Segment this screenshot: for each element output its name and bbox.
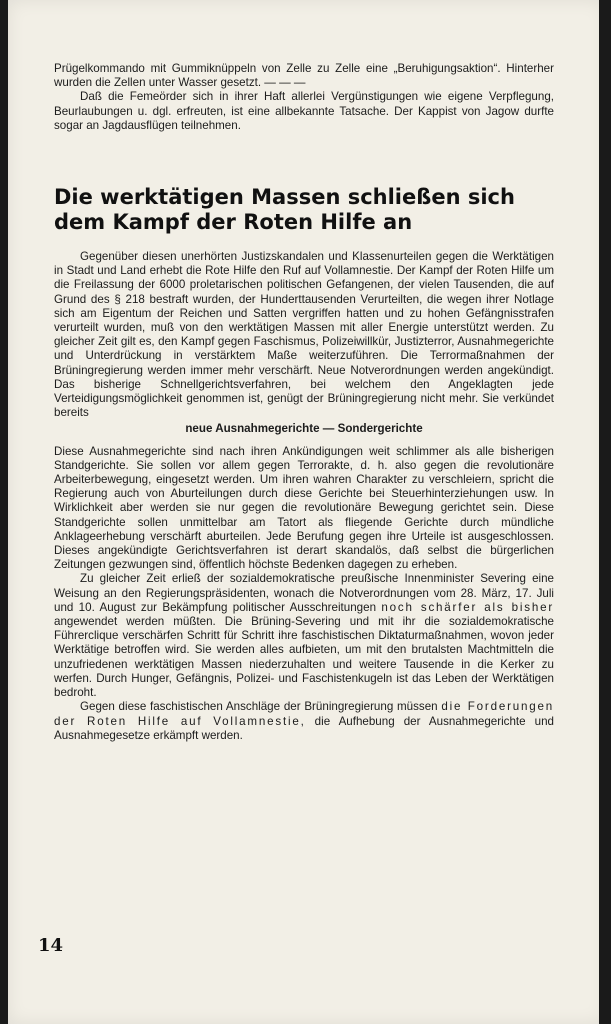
body-paragraph-1: Gegenüber diesen unerhörten Justizskandalen und Klassenurteilen gegen die Werktätigen in Stadt und Land erhebt die Rote Hilfe den Ruf auf Vollamnestie. Der Kampf der Roten Hilfe um die Freilassung der 6000 proletarischen politischen Gefangenen, der vielen Tausenden, die auf Grund des § 218 bestraft wurden, der Hunderttausenden Verurteilten, die wegen ihrer Notlage sich am Eigentum der Reichen und Satten vergriffen hatten und zu hohen Gefängnisstrafen verurteilt wurden, muß von den werktätigen Massen mit aller Energie unterstützt werden. Zu gleicher Zeit gilt es, den Kampf gegen Faschismus, Polizeiwillkür, Justizterror, Ausnahmegerichte und Unterdrückung in verstärktem Maße weiterzuführen. Die Terrormaßnahmen der Brüningregierung werden immer mehr verschärft. Neue Notverordnungen werden angekündigt. Das bisherige Schnellgerichtsverfahren, bei welchem den Angeklagten jede Verteidigungsmöglichkeit genommen ist, genügt der Brüningregierung nicht mehr. Sie verkündet bereits [54, 250, 554, 420]
spaced-emphasis-2: die Forderungen der Roten Hilfe auf Vollamnestie, [54, 700, 554, 728]
intro-paragraph-2: Daß die Femeörder sich in ihrer Haft allerlei Vergünstigungen wie eigene Verpflegung, Beurlaubungen u. dgl. erfreuten, ist eine allbekannte Tatsache. Der Kappist von Jagow durfte sogar an Jagdausflügen teilnehmen. [54, 90, 554, 132]
main-section [54, 250, 554, 743]
body-paragraph-3 [54, 572, 554, 700]
intro-section [54, 62, 554, 133]
body-paragraph-4 [54, 700, 554, 743]
book-page [8, 0, 605, 1024]
body-paragraph-4-end: die Aufhebung der Ausnahmegerichte und Ausnahmegesetze erkämpft werden. [54, 714, 554, 742]
body-paragraph-3-start: Zu gleicher Zeit erließ der sozialdemokratische preußische Innenminister Severing eine Weisung an den Regierungspräsidenten, wonach die Notverordnungen vom 28. März, 17. Juli und 10. August zur Bekämpfung politischer Ausschreitungen [54, 572, 554, 614]
body-paragraph-3-end: angewendet werden müßten. Die Brüning-Severing und mit ihr die sozialdemokratische Führerclique verschärfen Schritt für Schritt ihre faschistischen Diktaturmaßnahmen, wovon jeder Werktätige betroffen wird. Sie werden alles aufbieten, um mit den brutalsten Machtmitteln die unzufriedenen werktätigen Massen niederzuhalten und weitere Tausende in die Kerker zu werfen. Durch Hunger, Gefängnis, Polizei- und Faschistenkugeln ist das Leben der Werktätigen bedroht. [54, 615, 554, 700]
body-paragraph-2: Diese Ausnahmegerichte sind nach ihren Ankündigungen weit schlimmer als alle bisherigen Standgerichte. Sie sollen vor allem gegen Terrorakte, d. h. also gegen die revolutionäre Arbeiterbewegung, eingesetzt werden. Um ihren wahren Charakter zu verschleiern, spricht die Regierung auch von Aburteilungen durch diese Gerichte bei Steuerhinterziehungen usw. In Wirklichkeit aber werden sie nur gegen die revolutionäre Bewegung gerichtet sein. Diese Standgerichte sollen unmittelbar am Tatort als fliegende Gerichte durch mündliche Anklageerhebung verschärft aburteilen. Jede Berufung gegen ihre Urteile ist ausgeschlossen. Dieses angekündigte Gerichtsverfahren ist derart skandalös, daß selbst die bürgerlichen Zeitungen gezwungen sind, öffentlich höchste Bedenken dagegen zu erheben. [54, 444, 554, 572]
spaced-emphasis-1: noch schärfer als bisher [381, 600, 554, 614]
page-number: 14 [38, 935, 64, 956]
subheading: neue Ausnahmegerichte — Sondergerichte [185, 422, 423, 436]
body-paragraph-4-start: Gegen diese faschistischen Anschläge der Brüningregierung müssen [80, 700, 438, 714]
intro-paragraph-1: Prügelkommando mit Gummiknüppeln von Zelle zu Zelle eine „Beruhigungsaktion“. Hinterher wurden die Zellen unter Wasser gesetzt. — — — [54, 62, 554, 90]
binding-edge [599, 0, 605, 1024]
section-heading: Die werktätigen Massen schließen sich dem Kampf der Roten Hilfe an [54, 185, 515, 234]
